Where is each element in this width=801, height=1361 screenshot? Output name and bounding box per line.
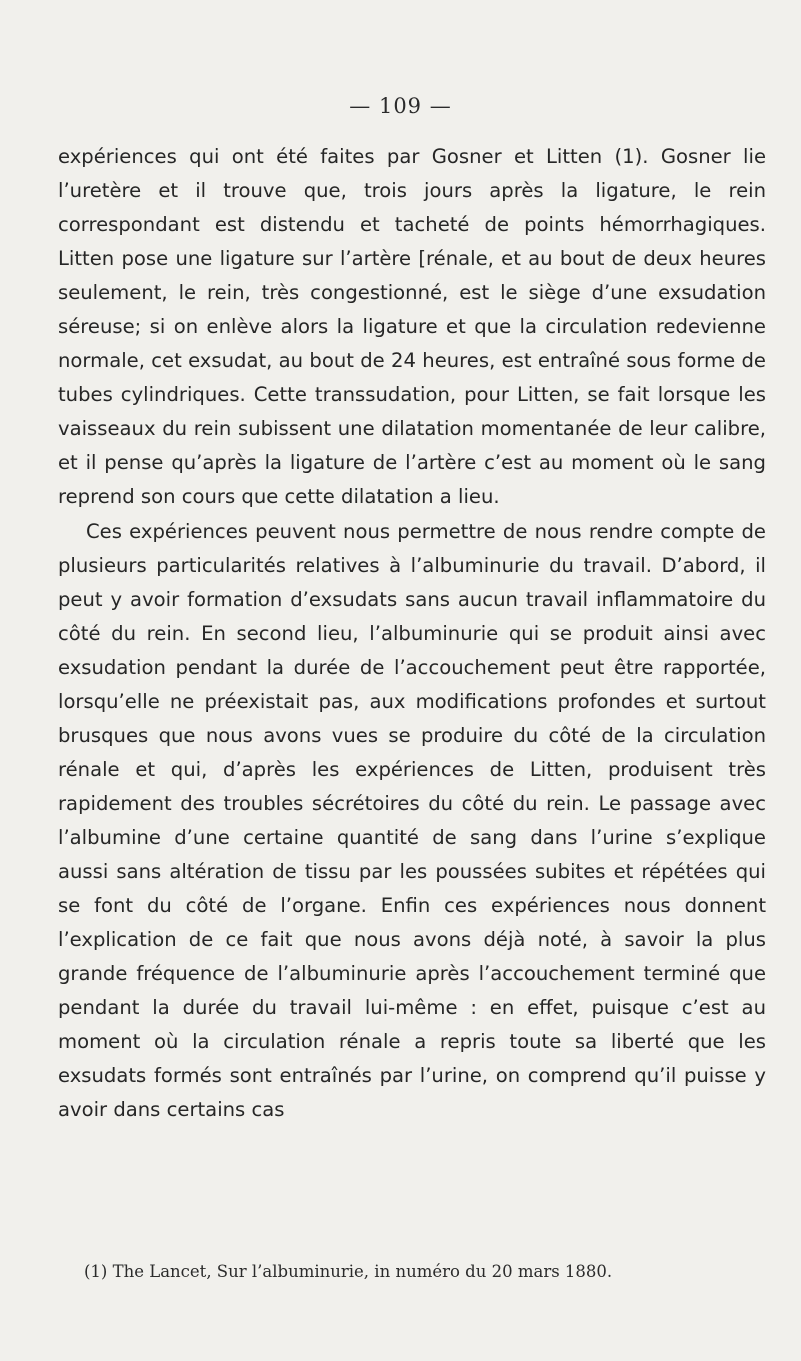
page-number: — 109 — (349, 94, 452, 118)
footnote: (1) The Lancet, Sur l’albuminurie, in numéro du 20 mars 1880. (84, 1262, 613, 1281)
body-text (58, 140, 766, 1127)
paragraph-1: expériences qui ont été faites par Gosner et Litten (1). Gosner lie l’uretère et il trouve que, trois jours après la ligature, le rein correspondant est distendu et tacheté de points hémorrhagiques. Litten pose une ligature sur l’artère [rénale, et au bout de deux heures seulement, le rein, très congestionné, est le siège d’une exsudation séreuse; si on enlève alors la ligature et que la circulation redevienne normale, cet exsudat, au bout de 24 heures, est entraîné sous forme de tubes cylindriques. Cette transsudation, pour Litten, se fait lorsque les vaisseaux du rein subissent une dilatation momentanée de leur calibre, et il pense qu’après la ligature de l’artère c’est au moment où le sang reprend son cours que cette dilatation a lieu. (58, 145, 766, 509)
paragraph-2: Ces expériences peuvent nous permettre de nous rendre compte de plusieurs particularités relatives à l’albuminurie du travail. D’abord, il peut y avoir formation d’exsudats sans aucun travail inflammatoire du côté du rein. En second lieu, l’albuminurie qui se produit ainsi avec exsudation pendant la durée de l’accouchement peut être rapportée, lorsqu’elle ne préexistait pas, aux modifications profondes et surtout brusques que nous avons vues se produire du côté de la circulation rénale et qui, d’après les expériences de Litten, produisent très rapidement des troubles sécrétoires du côté du rein. Le passage avec l’albumine d’une certaine quantité de sang dans l’urine s’explique aussi sans altération de tissu par les poussées subites et répétées qui se font du côté de l’organe. Enfin ces expériences nous donnent l’explication de ce fait que nous avons déjà noté, à savoir la plus grande fréquence de l’albuminurie après l’accouchement terminé que pendant la durée du travail lui-même : en effet, puisque c’est au moment où la circulation rénale a repris toute sa liberté que les exsudats formés sont entraînés par l’urine, on comprend qu’il puisse y avoir dans certains cas (58, 519, 766, 1122)
